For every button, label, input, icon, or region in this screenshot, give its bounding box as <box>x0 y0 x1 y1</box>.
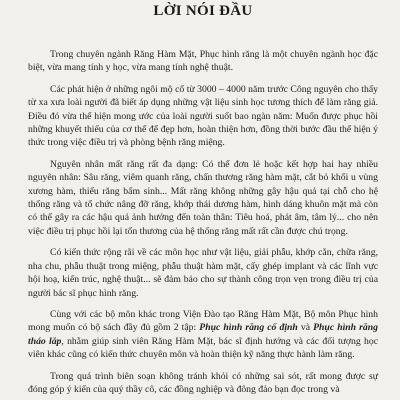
paragraph-feedback: Trong quá trình biên soạn không tránh khỏi có những sai sót, rất mong được sự đóng góp ý kiến của quý thầy cô, các đồng nghiệp và đông đảo bạn đọc trong và <box>28 370 378 395</box>
books-text-before: Cùng với các bộ môn khác trong Viện Đào tạo Răng Hàm Mặt, Bộ môn Phục hình mong muốn có bộ sách đầy đủ gồm 2 tập: <box>28 308 378 334</box>
paragraph-causes: Nguyên nhân mất răng rất đa dạng: Có thể đơn lẻ hoặc kết hợp hai hay nhiều nguyên nhân: Sâu răng, viêm quanh răng, chấn thương răng hàm mặt, cắt bỏ khối u vùng xương hàm, thiểu răng bẩm sinh... Mất răng không những gây hậu quả tại chỗ cho hệ thống răng và tổ chức nâng đỡ răng, khớp thái dương hàm, hình dáng khuôn mặt mà còn có thể gây ra các hậu quả ảnh hưởng đến toàn thân: Tiêu hoá, phát âm, tâm lý... cho nên việc điều trị phục hồi lại tổn thương của hệ thống răng mất rất cần được chú trọng. <box>28 158 378 237</box>
books-text-after: , nhằm giúp sinh viên Răng Hàm Mặt, bác sĩ định hướng và các đối tượng học viên khác cũng có kiến thức chuyên môn và hoàn thiện kỹ năng thực hành làm răng. <box>28 335 378 361</box>
books-text-middle: và <box>297 322 314 334</box>
page-title: LỜI NÓI ĐẦU <box>153 3 253 19</box>
book-title-fixed: Phục hình răng cố định <box>199 322 298 334</box>
paragraph-history: Các phát hiện ở những ngôi mộ cổ từ 3000 – 4000 năm trước Công nguyên cho thấy từ xa xưa loài người đã biết áp dụng những vật liệu sinh học tương thích để làm răng giả. Điều đó vừa thể hiện mong ước của loài người suốt bao ngàn năm: Muốn được phục hồi những khuyết thiếu của cơ thể để đẹp hơn, hoàn thiện hơn, đồng thời bước đầu thể hiện ý thức trong việc điều trị và phòng bệnh răng miệng. <box>28 83 378 149</box>
paragraph-knowledge: Có kiến thức rộng rãi về các môn học như vật liệu, giải phẫu, khớp cắn, chữa răng, nha chu, phẫu thuật trong miệng, phẫu thuật hàm mặt, cấy ghép implant và các lĩnh vực hội hoạ, kiến trúc, nghệ thuật... sẽ đảm bảo cho sự thành công trọn vẹn trong điều trị của người bác sĩ phục hình răng. <box>28 247 378 299</box>
book-title-removable: Phục hình răng tháo lắp <box>28 322 378 347</box>
paragraph-intro: Trong chuyên ngành Răng Hàm Mặt, Phục hình răng là một chuyên ngành học đặc biệt, vừa mang tính y học, vừa mang tính nghệ thuật. <box>28 49 378 74</box>
paragraph-books <box>28 308 378 362</box>
